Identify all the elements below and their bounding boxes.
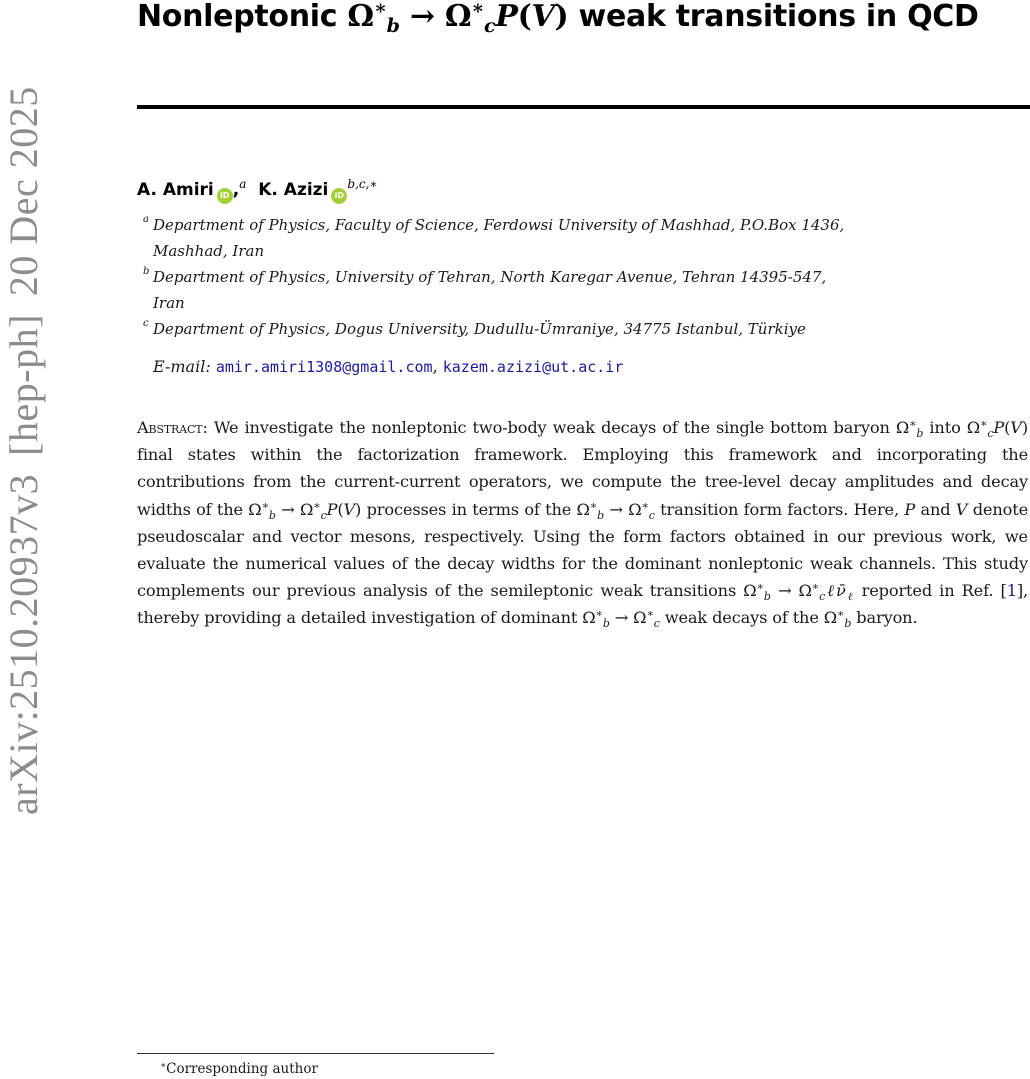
- abstract-text: and: [915, 499, 956, 519]
- b-subscript: b: [386, 15, 400, 37]
- footnote-divider: [137, 1053, 494, 1054]
- paper-title: [137, 0, 1030, 37]
- abstract-colon: :: [202, 418, 208, 437]
- arxiv-stamp: [1, 86, 46, 815]
- omega-symbol: Ω: [444, 0, 472, 34]
- title-text-suffix: weak transitions in QCD: [578, 0, 979, 34]
- math-transition-pv: $\Omega^∗_b \to \Omega^∗_cP(V)$: [248, 498, 362, 522]
- abstract-text: processes in terms of the: [361, 499, 577, 519]
- affiliation-item: [143, 316, 943, 342]
- citation-link[interactable]: 1: [1006, 581, 1017, 601]
- abstract-text: transition form factors. Here,: [654, 499, 905, 519]
- v-symbol: V: [531, 0, 555, 34]
- affiliation-list: [143, 212, 943, 342]
- affiliation-mark: c: [143, 318, 149, 329]
- math-omega-b: $\Omega^∗_b$: [823, 607, 852, 631]
- math-transition: $\Omega^∗_b \to \Omega^∗_c$: [576, 498, 655, 522]
- title-text-prefix: Nonleptonic: [137, 0, 338, 34]
- affiliation-line: Department of Physics, Faculty of Science, Ferdowsi University of Mashhad, P.O.Box 1436,: [153, 216, 845, 234]
- email-link[interactable]: amir.amiri1308@gmail.com: [215, 358, 433, 376]
- affiliation-mark: a: [143, 214, 149, 225]
- abstract-text: weak decays of the: [659, 608, 824, 628]
- affiliation-mark: b,c,∗: [347, 177, 378, 191]
- math-v: V: [955, 499, 968, 519]
- affiliation-line: Department of Physics, Dogus University, Dudullu-Ümraniye, 34775 Istanbul, Türkiye: [153, 320, 806, 338]
- c-subscript: c: [484, 15, 496, 37]
- orcid-icon[interactable]: iD: [217, 188, 233, 204]
- abstract-text: , thereby providing a detailed investigation of dominant: [137, 581, 1029, 628]
- paren: (: [517, 0, 532, 34]
- affiliation-item: [143, 264, 943, 316]
- abstract-text: into: [923, 418, 967, 437]
- abstract-label: Abstract: [137, 418, 203, 437]
- math-transition: $\Omega^∗_b \to \Omega^∗_c$: [582, 607, 660, 631]
- email-line: [153, 354, 623, 380]
- paren: ): [554, 0, 569, 34]
- orcid-icon[interactable]: iD: [331, 188, 347, 204]
- star-symbol: ∗: [471, 0, 485, 19]
- email-link[interactable]: kazem.azizi@ut.ac.ir: [442, 358, 624, 376]
- arxiv-category: [hep-ph]: [1, 314, 46, 456]
- affiliation-line: Mashhad, Iran: [153, 242, 265, 260]
- bracket: [: [1000, 581, 1007, 601]
- math-semileptonic: $\Omega^∗_b$ → $\Omega^∗_c\ell\nū_\ell$: [743, 580, 855, 604]
- affiliation-mark: a: [239, 177, 247, 191]
- abstract-text: denote pseudoscalar and vector mesons, respectively. Using the form factors obtained in our previous work, we evaluate the numerical values of the decay widths for the dominant nonleptonic weak channels. This study complements our previous analysis of the semileptonic weak transitions: [137, 499, 1028, 601]
- abstract: [137, 414, 1028, 632]
- title-divider: [137, 105, 1030, 109]
- affiliation-mark: b: [143, 266, 150, 277]
- p-symbol: P: [495, 0, 518, 34]
- math-p: P: [904, 499, 916, 519]
- author-list: [137, 178, 378, 204]
- abstract-text: final states within the factorization framework. Employing this framework and incorporating the contributions from the current-current operators, we compute the tree-level decay amplitudes and decay widths of the: [137, 445, 1028, 519]
- footnote: [160, 1060, 318, 1078]
- author-name: A. Amiri: [137, 180, 214, 200]
- arxiv-date: 20 Dec 2025: [1, 86, 46, 297]
- bracket: ]: [1016, 581, 1024, 601]
- star-symbol: ∗: [373, 0, 387, 19]
- affiliation-item: [143, 212, 943, 264]
- email-label: E-mail:: [153, 357, 211, 376]
- affiliation-line: Department of Physics, University of Tehran, North Karegar Avenue, Tehran 14395-547,: [153, 268, 827, 286]
- affiliation-line: Iran: [153, 294, 185, 312]
- math-omega-b: $\Omega^∗_b$: [895, 417, 924, 440]
- author-name: K. Azizi: [258, 180, 329, 200]
- email-separator: ,: [432, 357, 438, 376]
- author-separator: ,: [232, 180, 240, 200]
- title-math: [347, 0, 569, 37]
- footnote-text: Corresponding author: [166, 1061, 318, 1077]
- math-omega-c-pv: $\Omega^∗_cP(V)$: [966, 417, 1029, 440]
- omega-symbol: Ω: [347, 0, 374, 34]
- abstract-text: baryon.: [851, 608, 918, 628]
- arxiv-id[interactable]: arXiv:2510.20937v3: [1, 473, 46, 815]
- abstract-text: We investigate the nonleptonic two-body weak decays of the single bottom baryon: [207, 418, 896, 437]
- arrow-symbol: →: [409, 0, 435, 34]
- footnote-mark: ∗: [160, 1061, 167, 1071]
- abstract-text: reported in Ref.: [854, 581, 1001, 601]
